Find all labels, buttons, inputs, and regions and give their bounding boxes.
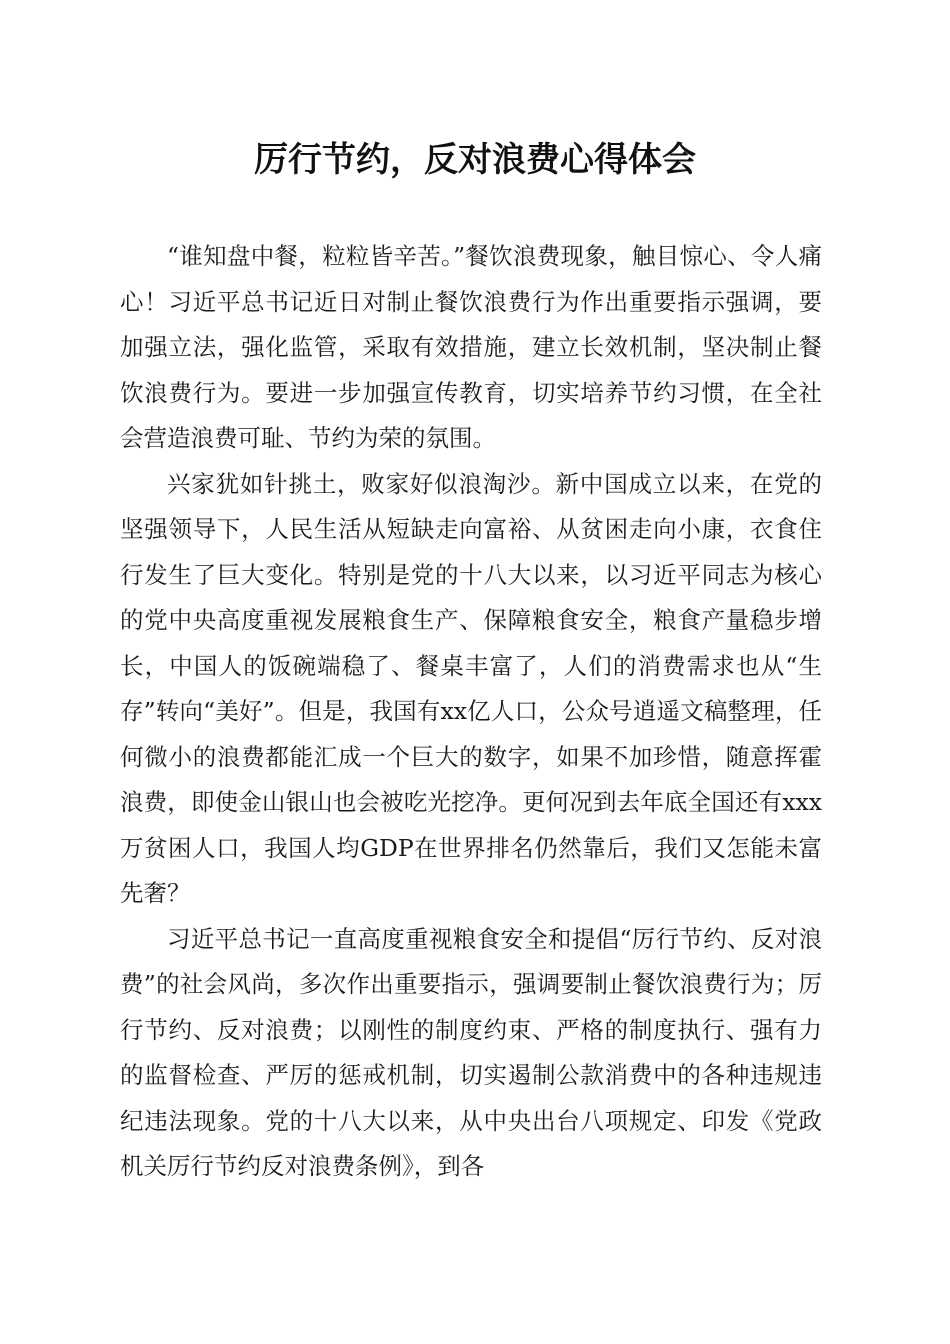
paragraph-1: “谁知盘中餐，粒粒皆辛苦。”餐饮浪费现象，触目惊心、令人痛心！习近平总书记近日对制止餐饮浪费行为作出重要指示强调，要加强立法，强化监管，采取有效措施，建立长效机制，坚决制止餐饮浪费行为。要进一步加强宣传教育，切实培养节约习惯，在全社会营造浪费可耻、节约为荣的氛围。 xyxy=(120,242,822,452)
document-body xyxy=(120,234,822,1190)
paragraph-2: 兴家犹如针挑土，败家好似浪淘沙。新中国成立以来，在党的坚强领导下，人民生活从短缺走向富裕、从贫困走向小康，衣食住行发生了巨大变化。特别是党的十八大以来，以习近平同志为核心的党中央高度重视发展粮食生产、保障粮食安全，粮食产量稳步增长，中国人的饭碗端稳了、餐桌丰富了，人们的消费需求也从“生存”转向“美好”。但是，我国有xx亿人口，公众号逍遥文稿整理，任何微小的浪费都能汇成一个巨大的数字，如果不加珍惜，随意挥霍浪费，即使金山银山也会被吃光挖净。更何况到去年底全国还有xxx万贫困人口，我国人均GDP在世界排名仍然靠后，我们又怎能未富先奢？ xyxy=(120,469,822,907)
paragraph-3: 习近平总书记一直高度重视粮食安全和提倡“厉行节约、反对浪费”的社会风尚，多次作出重要指示，强调要制止餐饮浪费行为；厉行节约、反对浪费；以刚性的制度约束、严格的制度执行、强有力的监督检查、严厉的惩戒机制，切实遏制公款消费中的各种违规违纪违法现象。党的十八大以来，从中央出台八项规定、印发《党政机关厉行节约反对浪费条例》，到各 xyxy=(120,924,822,1180)
document-title: 厉行节约，反对浪费心得体会 xyxy=(254,140,696,180)
